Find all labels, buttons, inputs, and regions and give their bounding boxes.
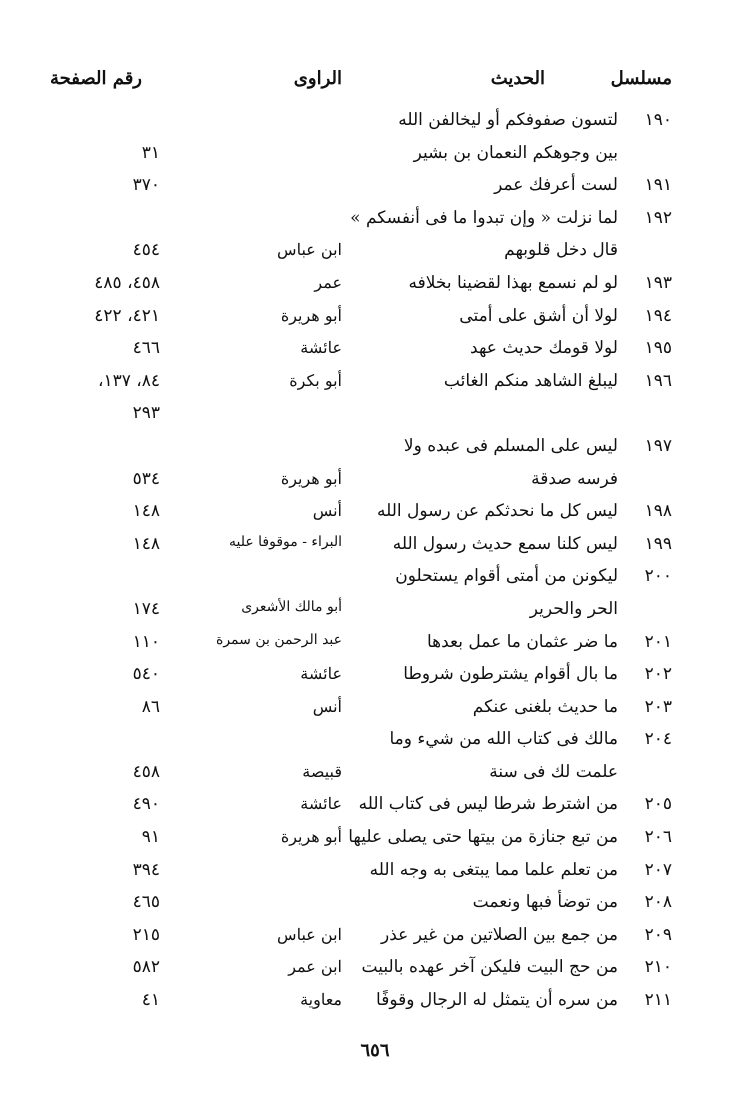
serial-number: ٢١٠: [644, 957, 672, 978]
serial-number: ٢٠٠: [644, 566, 672, 587]
page-reference: ٤٩٠: [132, 794, 160, 815]
serial-number: ١٩٣: [644, 272, 672, 293]
page-reference: ٤١: [141, 990, 160, 1011]
hadith-text: لما نزلت « وإن تبدوا ما فى أنفسكم »: [350, 207, 618, 228]
narrator: عبد الرحمن بن سمرة: [216, 631, 342, 648]
table-row: [0, 234, 750, 267]
narrator: ابن عباس: [277, 240, 342, 260]
table-row: [0, 463, 750, 496]
hadith-text: من سره أن يتمثل له الرجال وقوفًا: [376, 990, 618, 1011]
hadith-text: ما ضر عثمان ما عمل بعدها: [426, 631, 618, 652]
serial-number: ١٩٧: [644, 435, 672, 456]
table-row: [0, 528, 750, 561]
serial-number: ٢١١: [644, 990, 672, 1011]
page-reference: ٢١٥: [132, 924, 160, 945]
header-hadith: الحديث: [490, 68, 545, 89]
narrator: ابن عباس: [277, 924, 342, 944]
table-row: [0, 658, 750, 691]
table-row: [0, 593, 750, 626]
serial-number: ١٩٥: [644, 338, 672, 359]
hadith-text: قال دخل قلوبهم: [504, 240, 618, 261]
table-row: [0, 397, 750, 430]
table-row: [0, 267, 750, 300]
table-row: [0, 202, 750, 235]
narrator: أبو هريرة: [280, 827, 342, 847]
narrator: أبو مالك الأشعرى: [241, 598, 342, 615]
serial-number: ١٩٢: [644, 207, 672, 228]
narrator: أبو بكرة: [289, 370, 342, 390]
hadith-text: من تعلم علما مما يبتغى به وجه الله: [369, 859, 618, 880]
hadith-text: لست أعرفك عمر: [494, 175, 618, 196]
narrator: قبيصة: [302, 761, 342, 781]
hadith-text: من جمع بين الصلاتين من غير عذر: [381, 924, 618, 945]
hadith-text: من حج البيت فليكن آخر عهده بالبيت: [361, 957, 618, 978]
serial-number: ٢٠٤: [644, 729, 672, 750]
narrator: معاوية: [300, 990, 342, 1010]
page-reference: ٤٥٤: [132, 240, 160, 261]
serial-number: ٢٠٢: [644, 664, 672, 685]
serial-number: ١٩٩: [644, 533, 672, 554]
page-reference: ٥٤٠: [132, 664, 160, 685]
table-row: [0, 104, 750, 137]
hadith-text: ما حديث بلغنى عنكم: [472, 696, 618, 717]
table-row: [0, 886, 750, 919]
hadith-text: من تبع جنازة من بيتها حتى يصلى عليها: [348, 827, 618, 848]
serial-number: ١٩٨: [644, 501, 672, 522]
hadith-text: ليس كل ما نحدثكم عن رسول الله: [376, 501, 618, 522]
serial-number: ٢٠٦: [644, 827, 672, 848]
hadith-text: لولا قومك حديث عهد: [470, 338, 618, 359]
table-header: [0, 68, 750, 102]
table-row: [0, 560, 750, 593]
narrator: عائشة: [300, 338, 342, 358]
serial-number: ٢٠٧: [644, 859, 672, 880]
table-row: [0, 788, 750, 821]
page-reference: ٤٥٨، ٤٨٥: [94, 272, 160, 293]
hadith-text: مالك فى كتاب الله من شيء وما: [389, 729, 618, 750]
table-row: [0, 332, 750, 365]
narrator: أبو هريرة: [280, 305, 342, 325]
serial-number: ٢٠١: [644, 631, 672, 652]
table-row: [0, 723, 750, 756]
narrator: عمر: [314, 272, 342, 292]
table-row: [0, 691, 750, 724]
table-row: [0, 365, 750, 398]
serial-number: ١٩٠: [644, 110, 672, 130]
page-reference: ٨٦: [141, 696, 160, 717]
hadith-text: لتسون صفوفكم أو ليخالفن الله: [398, 110, 618, 130]
page-reference: ٤٥٨: [132, 761, 160, 782]
hadith-text: بين وجوهكم النعمان بن بشير: [413, 142, 618, 163]
serial-number: ٢٠٩: [644, 924, 672, 945]
hadith-text: ليس على المسلم فى عبده ولا: [403, 435, 618, 456]
narrator: عائشة: [300, 794, 342, 814]
hadith-text: الحر والحرير: [529, 598, 618, 619]
header-serial: مسلسل: [610, 68, 672, 89]
page-reference: ٢٩٣: [132, 403, 160, 424]
hadith-text: لولا أن أشق على أمتى: [459, 305, 618, 326]
hadith-text: ليكونن من أمتى أقوام يستحلون: [395, 566, 618, 587]
header-page-number: رقم الصفحة: [49, 68, 142, 89]
hadith-index-table: [0, 104, 750, 1017]
page-reference: ١٤٨: [132, 501, 160, 522]
header-narrator: الراوى: [293, 68, 342, 89]
narrator: البراء - موقوفا عليه: [229, 533, 342, 550]
table-row: [0, 300, 750, 333]
serial-number: ١٩٤: [644, 305, 672, 326]
page-reference: ٥٨٢: [132, 957, 160, 978]
page-reference: ٩١: [141, 827, 160, 848]
serial-number: ١٩٦: [644, 370, 672, 391]
hadith-text: ليبلغ الشاهد منكم الغائب: [443, 370, 618, 391]
table-row: [0, 626, 750, 659]
hadith-text: من توضأ فبها ونعمت: [472, 892, 618, 913]
page-reference: ١١٠: [132, 631, 160, 652]
table-row: [0, 951, 750, 984]
narrator: أنس: [312, 696, 342, 716]
serial-number: ٢٠٥: [644, 794, 672, 815]
table-row: [0, 984, 750, 1017]
table-row: [0, 756, 750, 789]
serial-number: ٢٠٣: [644, 696, 672, 717]
hadith-text: ما بال أقوام يشترطون شروطا: [403, 664, 618, 685]
table-row: [0, 495, 750, 528]
page-reference: ١٧٤: [132, 598, 160, 619]
hadith-text: من اشترط شرطا ليس فى كتاب الله: [358, 794, 618, 815]
page-reference: ٣٩٤: [132, 859, 160, 880]
hadith-text: لو لم نسمع بهذا لقضينا بخلافه: [408, 272, 618, 293]
table-row: [0, 821, 750, 854]
page-reference: ٣١: [141, 142, 160, 163]
table-row: [0, 854, 750, 887]
serial-number: ٢٠٨: [644, 892, 672, 913]
page-reference: ٤٢١، ٤٢٢: [94, 305, 160, 326]
table-row: [0, 137, 750, 170]
hadith-text: علمت لك فى سنة: [489, 761, 618, 782]
table-row: [0, 430, 750, 463]
narrator: أبو هريرة: [280, 468, 342, 488]
narrator: أنس: [312, 501, 342, 521]
narrator: عائشة: [300, 664, 342, 684]
hadith-text: فرسه صدقة: [531, 468, 618, 489]
page-reference: ٨٤، ١٣٧،: [97, 370, 160, 391]
hadith-text: ليس كلنا سمع حديث رسول الله: [392, 533, 618, 554]
page-reference: ١٤٨: [132, 533, 160, 554]
page-reference: ٤٦٦: [132, 338, 160, 359]
page-number: ٦٥٦: [360, 1040, 390, 1061]
narrator: ابن عمر: [288, 957, 342, 977]
table-row: [0, 919, 750, 952]
page-reference: ٣٧٠: [132, 175, 160, 196]
page-reference: ٥٣٤: [132, 468, 160, 489]
table-row: [0, 169, 750, 202]
page-reference: ٤٦٥: [132, 892, 160, 913]
serial-number: ١٩١: [644, 175, 672, 196]
